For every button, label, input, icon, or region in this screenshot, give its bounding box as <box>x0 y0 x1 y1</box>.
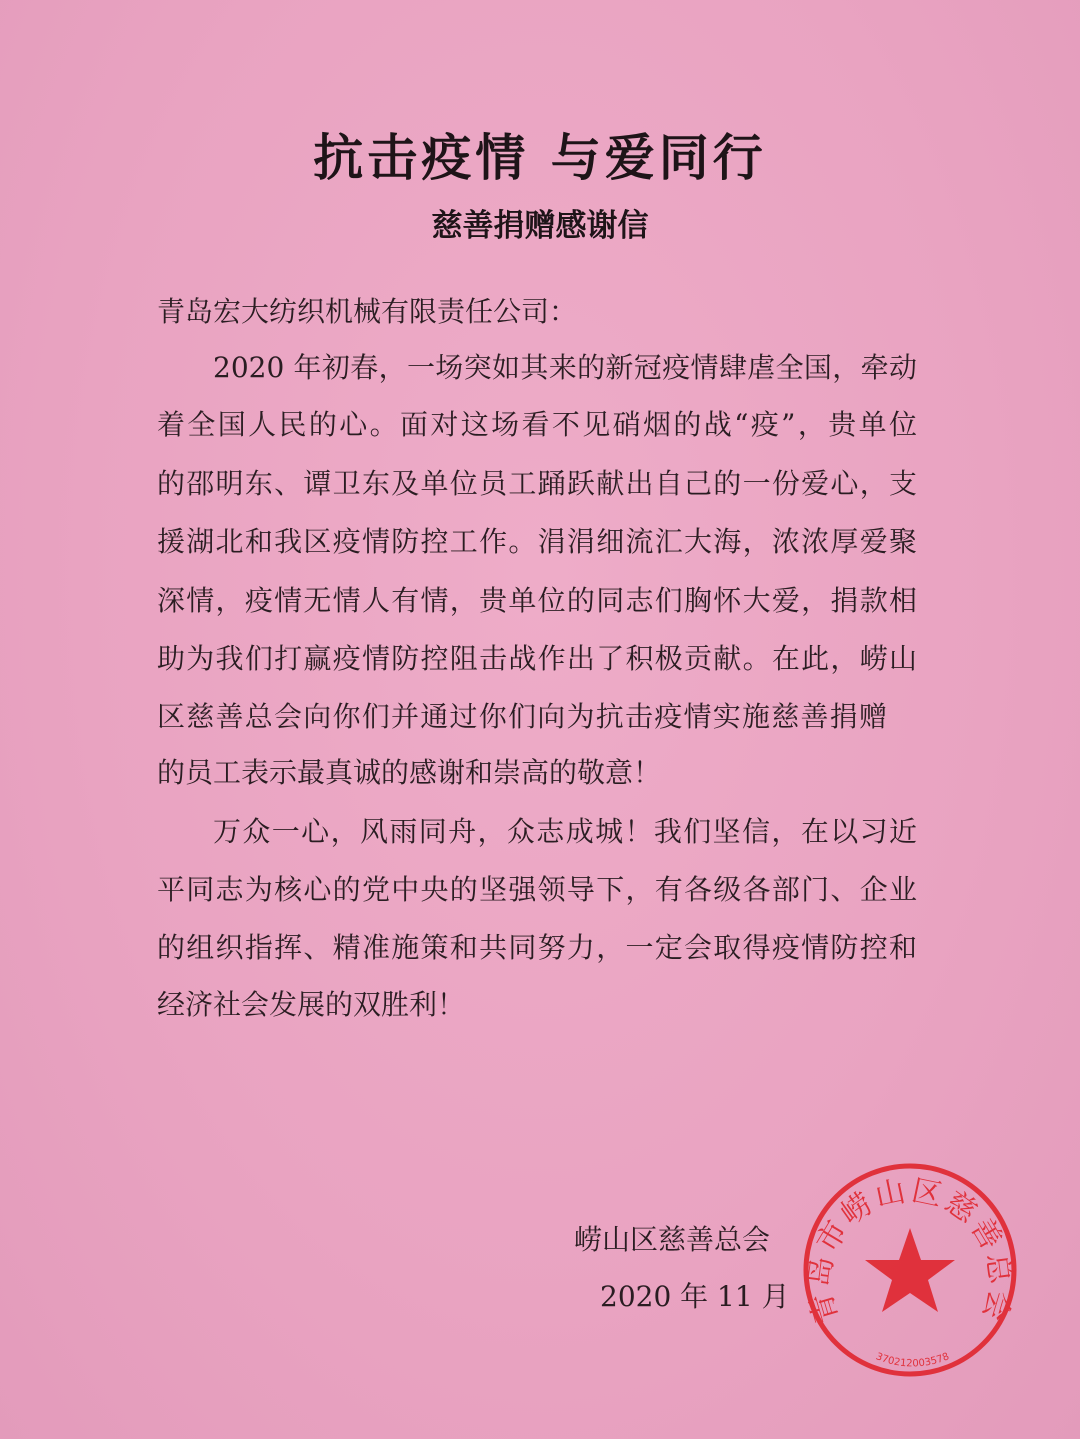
body-line: 2020 年初春，一场突如其来的新冠疫情肆虐全国，牵动 <box>213 351 917 384</box>
svg-text:370212003578 <box>874 1351 951 1369</box>
body-line: 着全国人民的心。面对这场看不见硝烟的战“疫”，贵单位 <box>157 408 917 441</box>
body-line: 援湖北和我区疫情防控工作。涓涓细流汇大海，浓浓厚爱聚 <box>157 525 917 558</box>
body-line: 万众一心，风雨同舟，众志成城！我们坚信，在以习近 <box>213 815 917 848</box>
body-line: 经济社会发展的双胜利！ <box>157 988 466 1021</box>
star-icon <box>865 1228 955 1312</box>
official-seal <box>800 1160 1020 1380</box>
signature-organization: 崂山区慈善总会 <box>574 1223 771 1256</box>
body-line: 的邵明东、谭卫东及单位员工踊跃献出自己的一份爱心，支 <box>157 467 917 500</box>
body-line: 深情，疫情无情人有情，贵单位的同志们胸怀大爱，捐款相 <box>157 584 917 617</box>
salutation: 青岛宏大纺织机械有限责任公司： <box>157 295 578 328</box>
body-line: 区慈善总会向你们并通过你们向为抗击疫情实施慈善捐赠 <box>157 700 887 733</box>
body-line: 的组织指挥、精准施策和共同努力，一定会取得疫情防控和 <box>157 931 917 964</box>
seal-text: 青岛市崂山区慈善总会 <box>801 1173 1019 1328</box>
body-line: 平同志为核心的党中央的坚强领导下，有各级各部门、企业 <box>157 873 917 906</box>
body-line: 的员工表示最真诚的感谢和崇高的敬意！ <box>157 756 662 789</box>
seal-number: 370212003578 <box>874 1351 951 1370</box>
body-line: 助为我们打赢疫情防控阻击战作出了积极贡献。在此，崂山 <box>157 642 917 675</box>
signature-date: 2020 年 11 月 <box>600 1280 790 1313</box>
letter-title: 抗击疫情 与爱同行 <box>313 129 767 187</box>
letter-subtitle: 慈善捐赠感谢信 <box>431 208 649 244</box>
